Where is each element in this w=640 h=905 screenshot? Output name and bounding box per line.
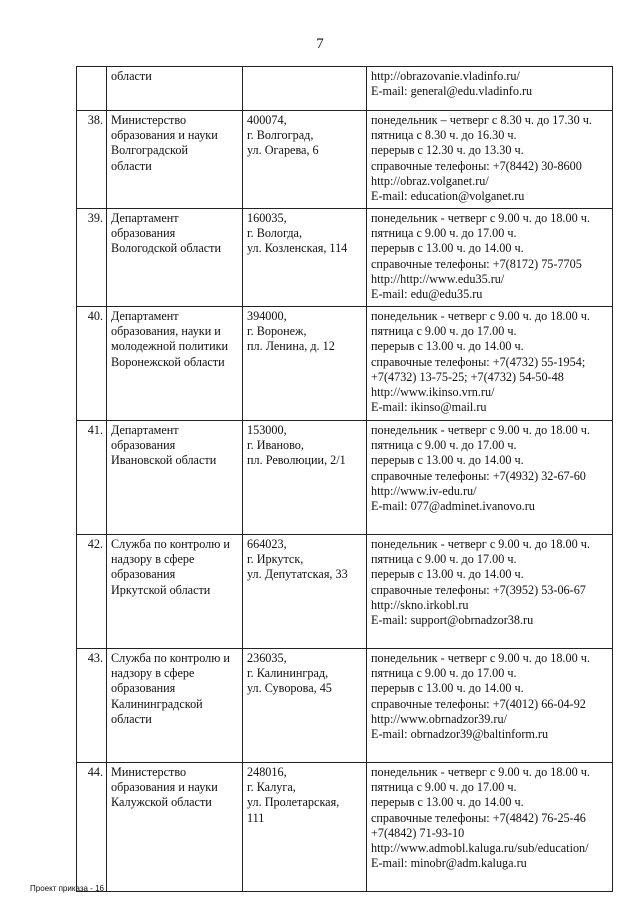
contacts-cell — [367, 421, 613, 535]
contact-line: http://skno.irkobl.ru — [371, 597, 469, 612]
address-line: пл. Ленина, д. 12 — [247, 339, 335, 354]
organization-name-line: образования, науки и — [111, 324, 221, 339]
organization-cell — [107, 67, 243, 111]
address-cell — [243, 111, 367, 209]
row-number: 41. — [77, 421, 107, 535]
organization-name-line: Департамент — [111, 423, 179, 437]
contact-line: http://obraz.volganet.ru/ — [371, 173, 489, 188]
organization-name-line: Департамент — [111, 211, 179, 225]
organization-name-line: Министерство — [111, 765, 187, 779]
contact-line: +7(4842) 71-93-10 — [371, 825, 465, 840]
address-line: г. Воронеж, — [247, 324, 307, 339]
organization-cell — [107, 421, 243, 535]
organization-name-line: образования и науки — [111, 780, 218, 795]
contact-line: перерыв с 13.00 ч. до 14.00 ч. — [371, 339, 524, 354]
contacts-cell — [367, 649, 613, 763]
address-line: ул. Депутатская, 33 — [247, 567, 348, 582]
organization-cell — [107, 111, 243, 209]
page-number: 7 — [316, 36, 324, 52]
contact-line: перерыв с 13.00 ч. до 14.00 ч. — [371, 795, 524, 810]
contacts-cell — [367, 111, 613, 209]
contact-line: перерыв с 13.00 ч. до 14.00 ч. — [371, 681, 524, 696]
organization-name-line: образования — [111, 567, 176, 582]
contact-line: понедельник - четверг с 9.00 ч. до 18.00 ч. — [371, 211, 590, 225]
contact-line: E-mail: support@obrnadzor38.ru — [371, 613, 534, 628]
organization-name-line: Департамент — [111, 309, 179, 323]
organization-name-line: Министерство — [111, 113, 187, 127]
organization-name-line: области — [111, 711, 152, 726]
organization-name-line: образования — [111, 438, 176, 453]
contacts-cell — [367, 535, 613, 649]
contact-line: пятница с 9.00 ч. до 17.00 ч. — [371, 666, 517, 681]
table-row — [77, 535, 613, 649]
address-line: ул. Огарева, 6 — [247, 143, 319, 158]
address-line: 153000, — [247, 423, 287, 437]
organization-name-line: образования и науки — [111, 128, 218, 143]
address-cell — [243, 649, 367, 763]
organization-cell — [107, 649, 243, 763]
organization-name-line: Служба по контролю и — [111, 651, 230, 665]
address-line: 394000, — [247, 309, 287, 323]
contact-line: перерыв с 13.00 ч. до 14.00 ч. — [371, 453, 524, 468]
contact-line: справочные телефоны: +7(8172) 75-7705 — [371, 256, 582, 271]
table-body — [77, 67, 613, 892]
contacts-cell — [367, 209, 613, 307]
contact-line: понедельник - четверг с 9.00 ч. до 18.00 ч. — [371, 537, 590, 551]
contact-line: справочные телефоны: +7(3952) 53-06-67 — [371, 582, 586, 597]
organization-name-line: области — [111, 158, 152, 173]
organization-cell — [107, 307, 243, 421]
address-line: ул. Пролетарская, — [247, 795, 340, 810]
address-cell — [243, 67, 367, 111]
address-line: г. Калуга, — [247, 780, 296, 795]
organization-name-line: Калининградской — [111, 696, 203, 711]
table-row — [77, 307, 613, 421]
organization-name-line: молодежной политики — [111, 339, 229, 354]
row-number: 44. — [77, 763, 107, 892]
education-authorities-table — [76, 66, 613, 892]
table-row — [77, 111, 613, 209]
organization-name-line: Служба по контролю и — [111, 537, 230, 551]
contact-line: http://www.admobl.kaluga.ru/sub/education/ — [371, 841, 589, 856]
contact-line: понедельник - четверг с 9.00 ч. до 18.00 ч. — [371, 309, 590, 323]
contact-line: пятница с 9.00 ч. до 17.00 ч. — [371, 552, 517, 567]
address-cell — [243, 535, 367, 649]
address-line: г. Волгоград, — [247, 128, 314, 143]
contact-line: http://http://www.edu35.ru/ — [371, 271, 505, 286]
organization-name-line: Волгоградской — [111, 143, 188, 158]
organization-name-line: Вологодской области — [111, 241, 221, 256]
address-line: 160035, — [247, 211, 287, 225]
contacts-cell — [367, 763, 613, 892]
contact-line: справочные телефоны: +7(8442) 30-8600 — [371, 158, 582, 173]
address-line: ул. Суворова, 45 — [247, 681, 332, 696]
contact-line: понедельник - четверг с 9.00 ч. до 18.00 ч. — [371, 651, 590, 665]
contact-line: пятница с 9.00 ч. до 17.00 ч. — [371, 324, 517, 339]
organization-name-line: Иркутской области — [111, 582, 211, 597]
table-row — [77, 763, 613, 892]
table-row — [77, 421, 613, 535]
address-line: ул. Козленская, 114 — [247, 241, 348, 256]
contact-line: справочные телефоны: +7(4732) 55-1954; — [371, 354, 586, 369]
footer-note: Проект приказа - 16 — [30, 884, 104, 893]
organization-name-line: образования — [111, 226, 176, 241]
contact-line: пятница с 9.00 ч. до 17.00 ч. — [371, 780, 517, 795]
contact-line: E-mail: minobr@adm.kaluga.ru — [371, 856, 527, 871]
row-number: 40. — [77, 307, 107, 421]
contact-line: E-mail: ikinso@mail.ru — [371, 400, 487, 415]
address-line: г. Калининград, — [247, 666, 329, 681]
organization-name-line: надзору в сфере — [111, 666, 195, 681]
address-line: 664023, — [247, 537, 287, 551]
contact-line: E-mail: edu@edu35.ru — [371, 287, 483, 302]
contact-line: справочные телефоны: +7(4012) 66-04-92 — [371, 696, 586, 711]
row-number: 39. — [77, 209, 107, 307]
address-cell — [243, 307, 367, 421]
organization-name-line: образования — [111, 681, 176, 696]
address-line: 248016, — [247, 765, 287, 779]
contact-line: пятница с 8.30 ч. до 16.30 ч. — [371, 128, 517, 143]
address-line: г. Вологда, — [247, 226, 303, 241]
contact-line: понедельник – четверг с 8.30 ч. до 17.30 ч. — [371, 113, 592, 127]
address-line: г. Иркутск, — [247, 552, 304, 567]
contact-line: E-mail: obrnadzor39@baltinform.ru — [371, 727, 549, 742]
contact-line: перерыв с 13.00 ч. до 14.00 ч. — [371, 241, 524, 256]
table-row — [77, 209, 613, 307]
table-row — [77, 67, 613, 111]
address-line: 111 — [247, 810, 265, 825]
contact-line: http://www.obrnadzor39.ru/ — [371, 711, 507, 726]
contacts-cell — [367, 307, 613, 421]
address-line: пл. Революции, 2/1 — [247, 453, 346, 468]
address-line: г. Иваново, — [247, 438, 304, 453]
row-number: 43. — [77, 649, 107, 763]
contact-line: +7(4732) 13-75-25; +7(4732) 54-50-48 — [371, 369, 564, 384]
contact-line: E-mail: education@volganet.ru — [371, 189, 525, 204]
contact-line: перерыв с 13.00 ч. до 14.00 ч. — [371, 567, 524, 582]
contact-line: пятница с 9.00 ч. до 17.00 ч. — [371, 438, 517, 453]
contact-line: http://www.iv-edu.ru/ — [371, 483, 477, 498]
organization-name-line: Воронежской области — [111, 354, 225, 369]
table-row — [77, 649, 613, 763]
contact-line: понедельник - четверг с 9.00 ч. до 18.00 ч. — [371, 765, 590, 779]
contact-line: пятница с 9.00 ч. до 17.00 ч. — [371, 226, 517, 241]
address-line: 236035, — [247, 651, 287, 665]
contact-line: понедельник - четверг с 9.00 ч. до 18.00 ч. — [371, 423, 590, 437]
row-number — [77, 67, 107, 111]
address-cell — [243, 763, 367, 892]
organization-cell — [107, 209, 243, 307]
organization-cell — [107, 763, 243, 892]
row-number: 38. — [77, 111, 107, 209]
organization-cell — [107, 535, 243, 649]
contact-line: перерыв с 12.30 ч. до 13.30 ч. — [371, 143, 524, 158]
contacts-cell — [367, 67, 613, 111]
address-cell — [243, 209, 367, 307]
row-number: 42. — [77, 535, 107, 649]
organization-name-line: надзору в сфере — [111, 552, 195, 567]
organization-name-line: области — [111, 69, 152, 83]
contact-line: http://www.ikinso.vrn.ru/ — [371, 385, 495, 400]
contact-line: E-mail: general@edu.vladinfo.ru — [371, 84, 533, 99]
address-line: 400074, — [247, 113, 287, 127]
contact-line: E-mail: 077@adminet.ivanovo.ru — [371, 499, 535, 514]
contact-line: справочные телефоны: +7(4932) 32-67-60 — [371, 468, 586, 483]
organization-name-line: Калужской области — [111, 795, 212, 810]
contact-line: http://obrazovanie.vladinfo.ru/ — [371, 69, 520, 83]
organization-name-line: Ивановской области — [111, 453, 217, 468]
contact-line: справочные телефоны: +7(4842) 76-25-46 — [371, 810, 586, 825]
address-cell — [243, 421, 367, 535]
